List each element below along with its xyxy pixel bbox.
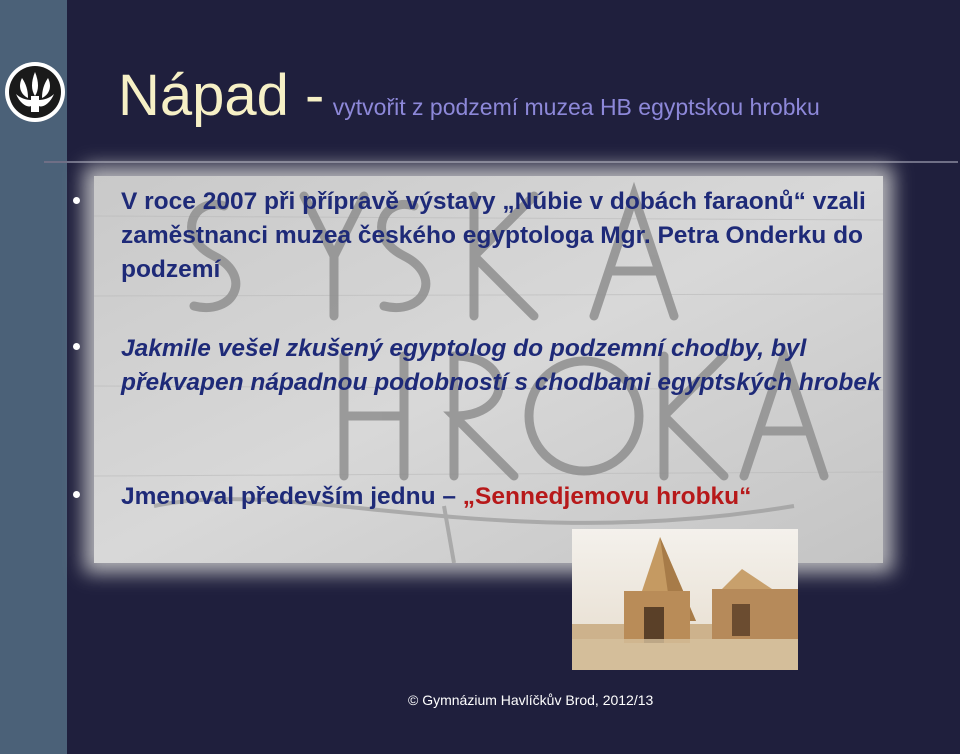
- slide-title: [118, 62, 820, 129]
- pyramid-photo: [572, 529, 798, 670]
- bullet-icon: [73, 197, 80, 204]
- footer-copyright: © Gymnázium Havlíčkův Brod, 2012/13: [408, 692, 654, 708]
- bullet-icon: [73, 343, 80, 350]
- bullet-icon: [73, 491, 80, 498]
- bullet-text-1: V roce 2007 při přípravě výstavy „Núbie v dobách faraonů“ vzali zaměstnanci muzea českého egyptologa Mgr. Petra Onderku do podzemí: [121, 188, 866, 283]
- bullet-text-2: Jakmile vešel zkušený egyptolog do podzemní chodby, byl překvapen nápadnou podobností s chodbami egyptských hrobek: [121, 335, 881, 396]
- bullet-text-3-highlight: „Sennedjemovu hrobku“: [462, 483, 752, 510]
- title-main: Nápad -: [118, 63, 325, 128]
- school-logo-icon: [4, 60, 66, 124]
- title-divider: [44, 161, 958, 163]
- bullet-text-3-prefix: Jmenoval především jednu –: [121, 483, 463, 510]
- title-subtitle: vytvořit z podzemí muzea HB egyptskou hrobku: [332, 94, 820, 120]
- bullet-text-3: [121, 480, 881, 514]
